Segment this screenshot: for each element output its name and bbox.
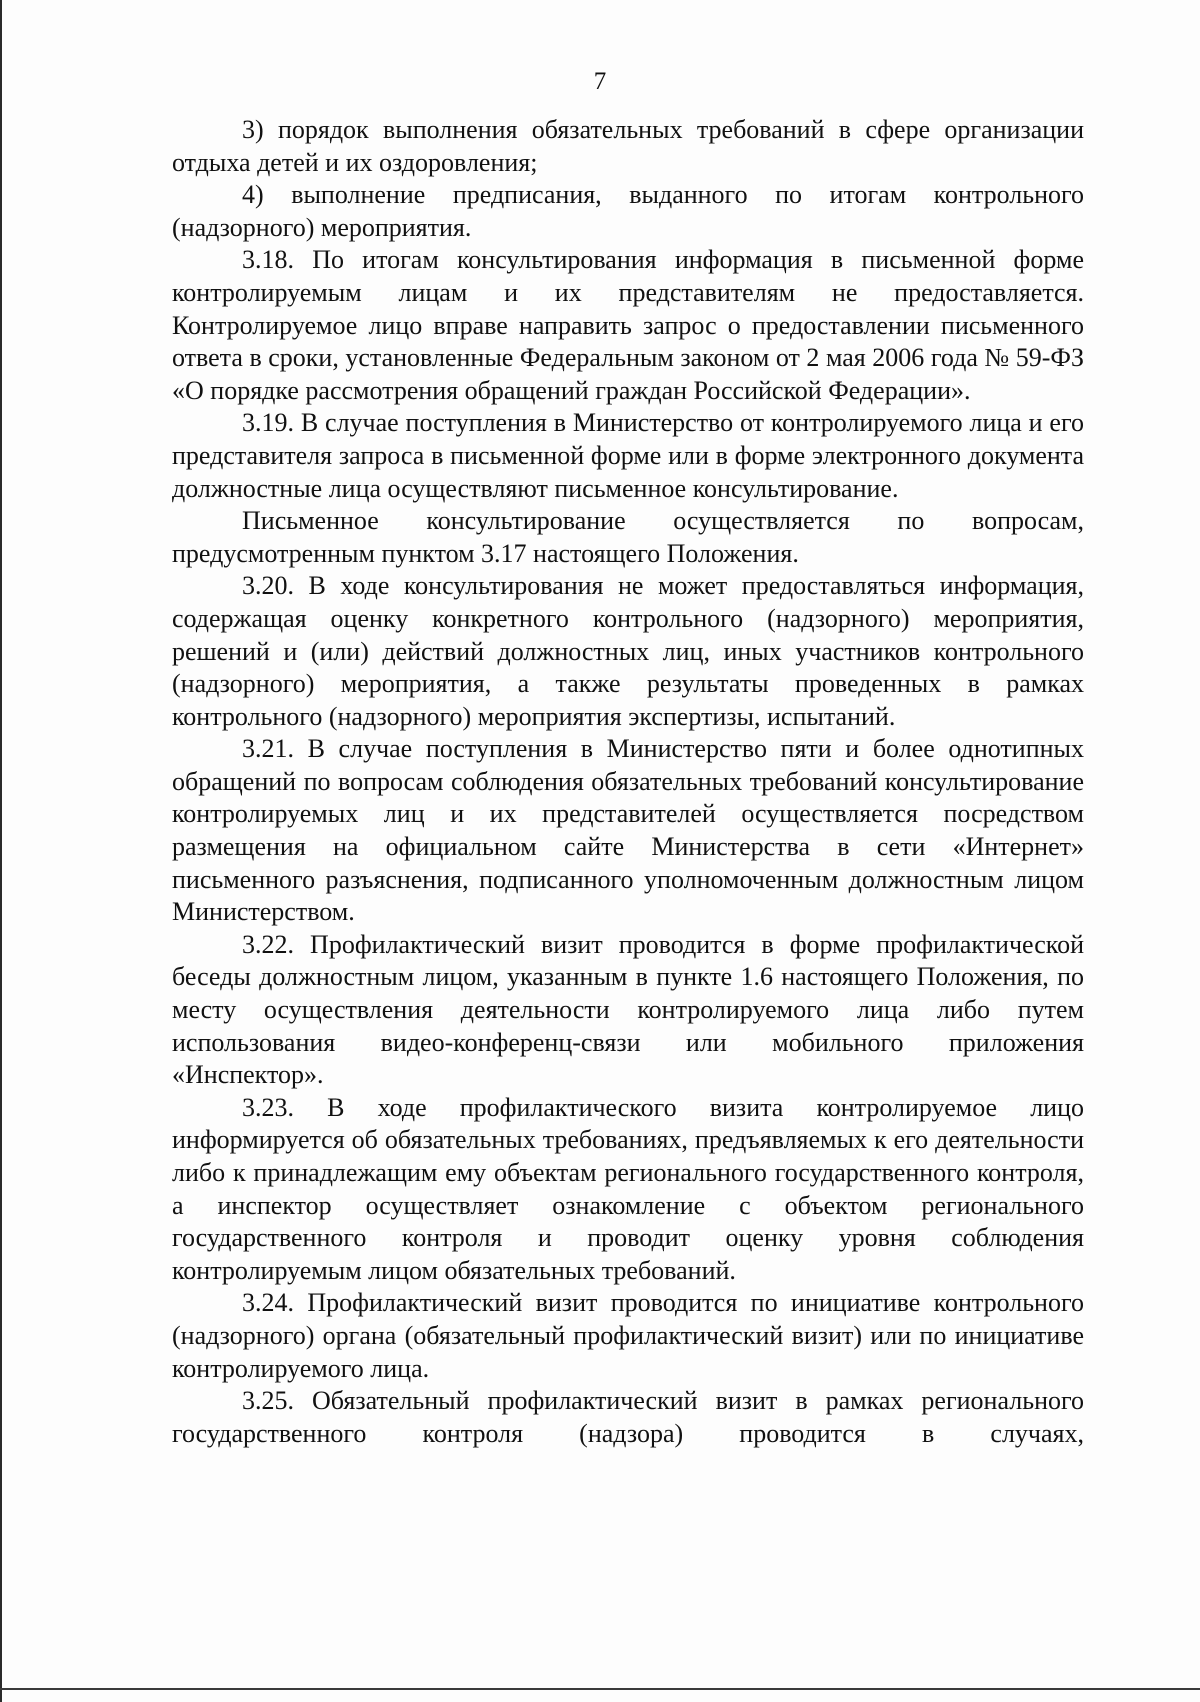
paragraph-written-consultation: Письменное консультирование осуществляется по вопросам, предусмотренным пунктом 3.17 настоящего Положения. (172, 506, 1084, 568)
paragraph-3-22: 3.22. Профилактический визит проводится в форме профилактической беседы должностным лицом, указанным в пункте 1.6 настоящего Положения, по месту осуществления деятельности контролируемого лица либо путем использования видео-конференц-связи или мобильного приложения «Инспектор». (172, 929, 1084, 1090)
paragraph-3-23: 3.23. В ходе профилактического визита контролируемое лицо информируется об обязательных требованиях, предъявляемых к его деятельности либо к принадлежащим ему объектам регионального государственного контроля, а инспектор осуществляет ознакомление с объектом регионального государственного контроля и проводит оценку уровня соблюдения контролируемым лицом обязательных требований. (172, 1092, 1084, 1285)
document-body (172, 114, 1084, 1450)
paragraph-3-24: 3.24. Профилактический визит проводится по инициативе контрольного (надзорного) органа (обязательный профилактический визит) или по инициативе контролируемого лица. (172, 1288, 1084, 1383)
paragraph-item-4: 4) выполнение предписания, выданного по итогам контрольного (надзорного) мероприятия. (172, 180, 1084, 242)
scan-edge-left (0, 0, 2, 1702)
paragraph-3-20: 3.20. В ходе консультирования не может предоставляться информация, содержащая оценку конкретного контрольного (надзорного) мероприятия, решений и (или) действий должностных лиц, иных участников контрольного (надзорного) мероприятия, а также результаты проведенных в рамках контрольного (надзорного) мероприятия экспертизы, испытаний. (172, 571, 1084, 731)
paragraph-3-21: 3.21. В случае поступления в Министерство пяти и более однотипных обращений по вопросам соблюдения обязательных требований консультирование контролируемых лиц и их представителей осуществляется посредством размещения на официальном сайте Министерства в сети «Интернет» письменного разъяснения, подписанного уполномоченным должностным лицом Министерством. (172, 734, 1084, 927)
paragraph-item-3: 3) порядок выполнения обязательных требований в сфере организации отдыха детей и их оздоровления; (172, 115, 1084, 177)
paragraph-3-19: 3.19. В случае поступления в Министерство от контролируемого лица и его представителя запроса в письменной форме или в форме электронного документа должностные лица осуществляют письменное консультирование. (172, 408, 1084, 503)
paragraph-3-25: 3.25. Обязательный профилактический визит в рамках регионального государственного контроля (надзора) проводится в случаях, (172, 1386, 1084, 1448)
paragraph-3-18: 3.18. По итогам консультирования информация в письменной форме контролируемым лицам и их представителям не предоставляется. Контролируемое лицо вправе направить запрос о предоставлении письменного ответа в сроки, установленные Федеральным законом от 2 мая 2006 года № 59-ФЗ «О порядке рассмотрения обращений граждан Российской Федерации». (172, 245, 1084, 405)
scan-edge-bottom (0, 1688, 1200, 1690)
page-number: 7 (593, 68, 607, 95)
